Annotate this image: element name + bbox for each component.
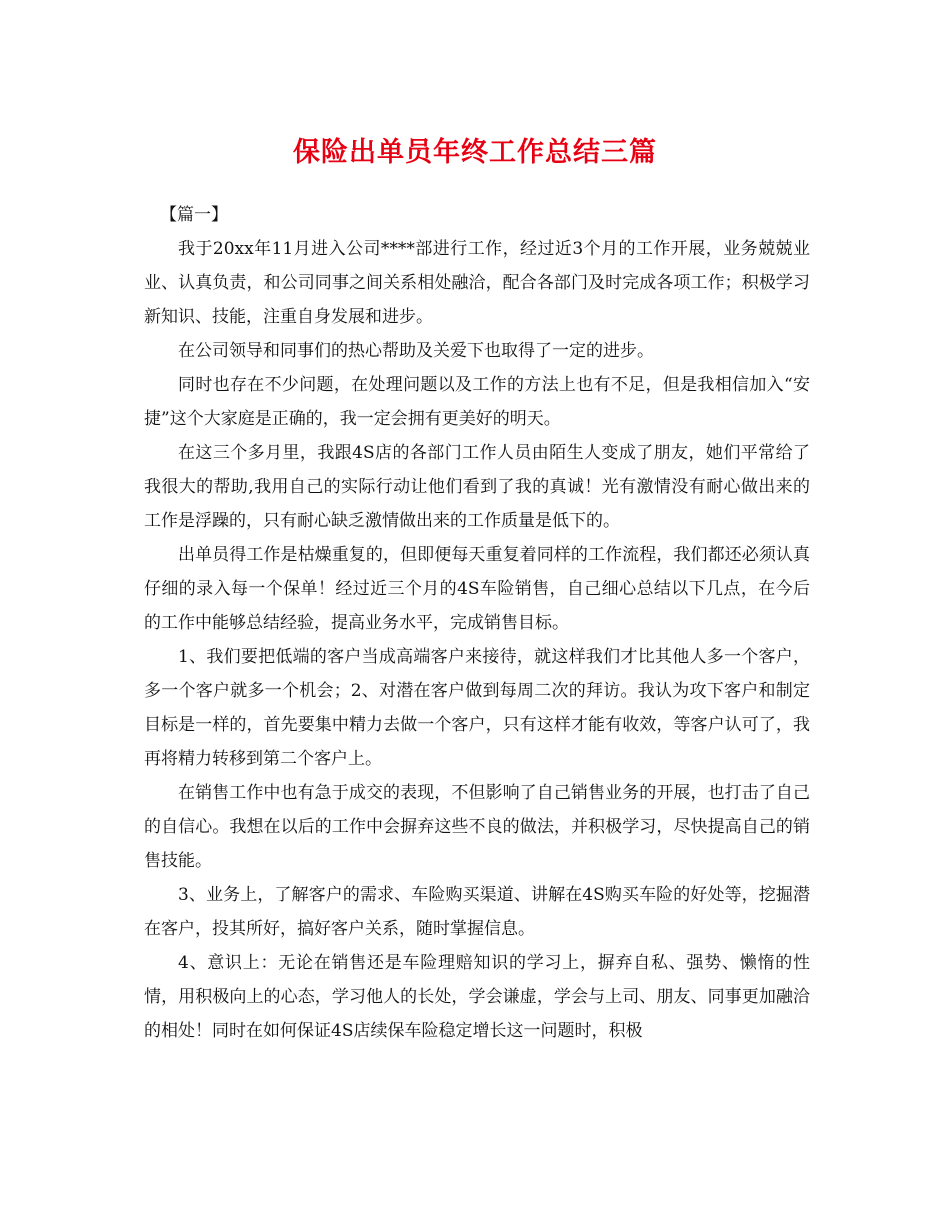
paragraph-3: 同时也存在不少问题，在处理问题以及工作的方法上也有不足，但是我相信加入“安捷”这个大家庭是正确的，我一定会拥有更美好的明天。 xyxy=(144,375,810,429)
paragraph-2: 在公司领导和同事们的热心帮助及关爱下也取得了一定的进步。 xyxy=(178,341,654,361)
paragraph-9: 4、意识上：无论在销售还是车险理赔知识的学习上，摒弃自私、强势、懒惰的性情，用积极向上的心态，学习他人的长处，学会谦虚，学会与上司、朋友、同事更加融洽的相处！同时在如何保证4S店续保车险稳定增长这一问题时，积极 xyxy=(144,953,810,1041)
document-title: 保险出单员年终工作总结三篇 xyxy=(293,137,657,168)
paragraph-7: 在销售工作中也有急于成交的表现，不但影响了自己销售业务的开展，也打击了自己的自信心。我想在以后的工作中会摒弃这些不良的做法，并积极学习，尽快提高自己的销售技能。 xyxy=(144,783,810,871)
paragraph-4: 在这三个多月里，我跟4S店的各部门工作人员由陌生人变成了朋友，她们平常给了我很大的帮助,我用自己的实际行动让他们看到了我的真诚！光有激情没有耐心做出来的工作是浮躁的，只有耐心缺乏激情做出来的工作质量是低下的。 xyxy=(144,443,810,531)
paragraph-6: 1、我们要把低端的客户当成高端客户来接待，就这样我们才比其他人多一个客户，多一个客户就多一个机会；2、对潜在客户做到每周二次的拜访。我认为攻下客户和制定目标是一样的，首先要集中精力去做一个客户，只有这样才能有收效，等客户认可了，我再将精力转移到第二个客户上。 xyxy=(144,647,810,769)
paragraph-1: 我于20xx年11月进入公司****部进行工作，经过近3个月的工作开展，业务兢兢业业、认真负责，和公司同事之间关系相处融洽，配合各部门及时完成各项工作；积极学习新知识、技能，注重自身发展和进步。 xyxy=(144,239,810,327)
document-body xyxy=(144,198,810,1048)
paragraph-8: 3、业务上，了解客户的需求、车险购买渠道、讲解在4S购买车险的好处等，挖掘潜在客户，投其所好，搞好客户关系，随时掌握信息。 xyxy=(144,885,810,939)
section-label: 【篇一】 xyxy=(160,205,228,225)
paragraph-5: 出单员得工作是枯燥重复的，但即便每天重复着同样的工作流程，我们都还必须认真仔细的录入每一个保单！经过近三个月的4S车险销售，自己细心总结以下几点，在今后的工作中能够总结经验，提高业务水平，完成销售目标。 xyxy=(144,545,810,633)
